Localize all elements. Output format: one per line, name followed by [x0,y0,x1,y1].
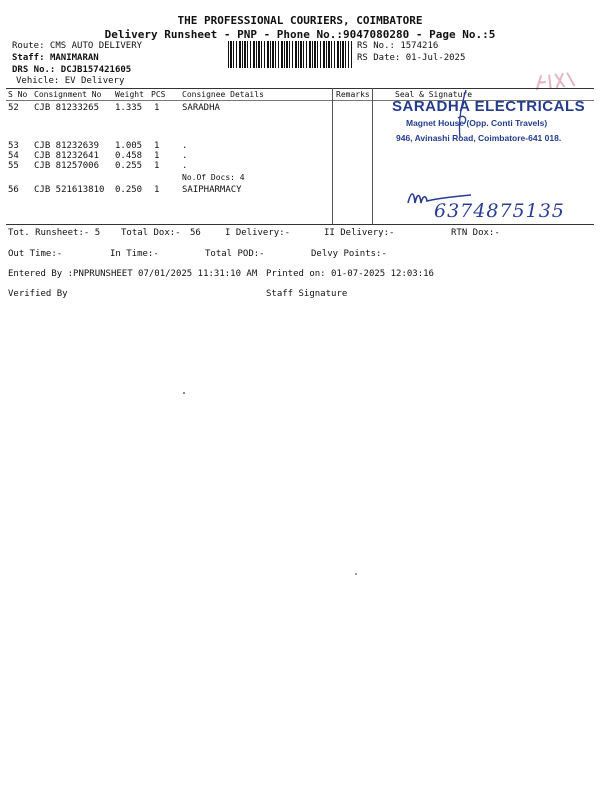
company-stamp [392,98,592,143]
row-consignment: CJB 521613810 [34,185,105,195]
row-pcs: 1 [154,151,160,161]
row-weight: 1.005 [115,141,143,151]
rs-date: RS Date: 01-Jul-2025 [357,53,466,63]
no-of-docs: No.Of Docs: 4 [182,173,245,182]
vehicle-text: Vehicle: EV Delivery [16,76,125,86]
table-top-border [6,88,594,89]
signature-stroke [448,88,478,143]
company-title: THE PROFESSIONAL COURIERS, COIMBATORE [177,14,423,27]
row-sno: 55 [8,161,19,171]
row-consignment: CJB 81232641 [34,151,100,161]
row-pcs: 1 [154,103,160,113]
row-weight: 1.335 [115,103,143,113]
row-details: . [182,141,188,151]
staff-row [12,53,99,63]
in-time: In Time:- [110,249,159,259]
row-consignment: CJB 81232639 [34,141,100,151]
entered-by: Entered By :PNPRUNSHEET 07/01/2025 11:31:10 AM [8,269,258,279]
total-dox-value: 56 [190,228,201,238]
row-pcs: 1 [154,141,160,151]
row-details: SARADHA [182,103,220,113]
row-details: . [182,161,188,171]
out-time: Out Time:- [8,249,63,259]
barcode [228,41,352,68]
drs-row [12,65,131,75]
row-consignment: CJB 81233265 [34,103,100,113]
route-text: Route: CMS AUTO DELIVERY [12,41,143,51]
col-consignee: Consignee Details [182,90,264,99]
stamp-company-name: SARADHA ELECTRICALS [392,98,586,115]
handwritten-phone: 6374875135 [434,200,565,222]
rtn-dox: RTN Dox:- [451,228,500,238]
row-sno: 54 [8,151,19,161]
tot-runsheet: Tot. Runsheet:- 5 [8,228,101,238]
seal-divider [372,88,373,224]
col-sno: S No [8,90,28,99]
row-details: SAIPHARMACY [182,185,242,195]
row-weight: 0.255 [115,161,143,171]
row-pcs: 1 [154,185,160,195]
col-consignment: Consignment No [34,90,102,99]
total-pod: Total POD:- [205,249,265,259]
scan-speck [183,392,185,394]
faint-stamp-mark [531,68,579,98]
faint-stamp-glyph [531,68,579,95]
staff-signature: Staff Signature [266,289,348,299]
runsheet-subtitle: Delivery Runsheet - PNP - Phone No.:9047080280 - Page No.:5 [104,28,496,41]
total-dox-label: Total Dox:- [121,228,181,238]
rs-number: RS No.: 1574216 [357,41,439,51]
i-delivery: I Delivery:- [225,228,291,238]
row-weight: 0.250 [115,185,143,195]
ii-delivery: II Delivery:- [324,228,395,238]
row-weight: 0.458 [115,151,143,161]
remarks-divider [332,88,333,224]
col-seal-signature: Seal & Signature [395,90,473,99]
row-sno: 53 [8,141,19,151]
row-sno: 52 [8,103,19,113]
col-weight: Weight [115,90,144,99]
col-remarks: Remarks [336,90,370,99]
row-sno: 56 [8,185,19,195]
staff-value: MANIMARAN [49,53,99,63]
printed-on: Printed on: 01-07-2025 12:03:16 [266,269,434,279]
drs-label: DRS No.: [12,65,56,75]
drs-value: DCJB157421605 [60,65,132,75]
staff-label: Staff: [12,53,45,63]
verified-by: Verified By [8,289,68,299]
scan-speck [355,573,357,575]
row-details: . [182,151,188,161]
row-consignment: CJB 81257006 [34,161,100,171]
table-bottom-border [6,224,594,225]
delvy-points: Delvy Points:- [311,249,387,259]
stamp-address-line2: 946, Avinashi Road, Coimbatore-641 018. [396,133,562,143]
col-pcs: PCS [151,90,166,99]
row-pcs: 1 [154,161,160,171]
stamp-address-line1: Magnet House (Opp. Conti Travels) [406,118,548,128]
